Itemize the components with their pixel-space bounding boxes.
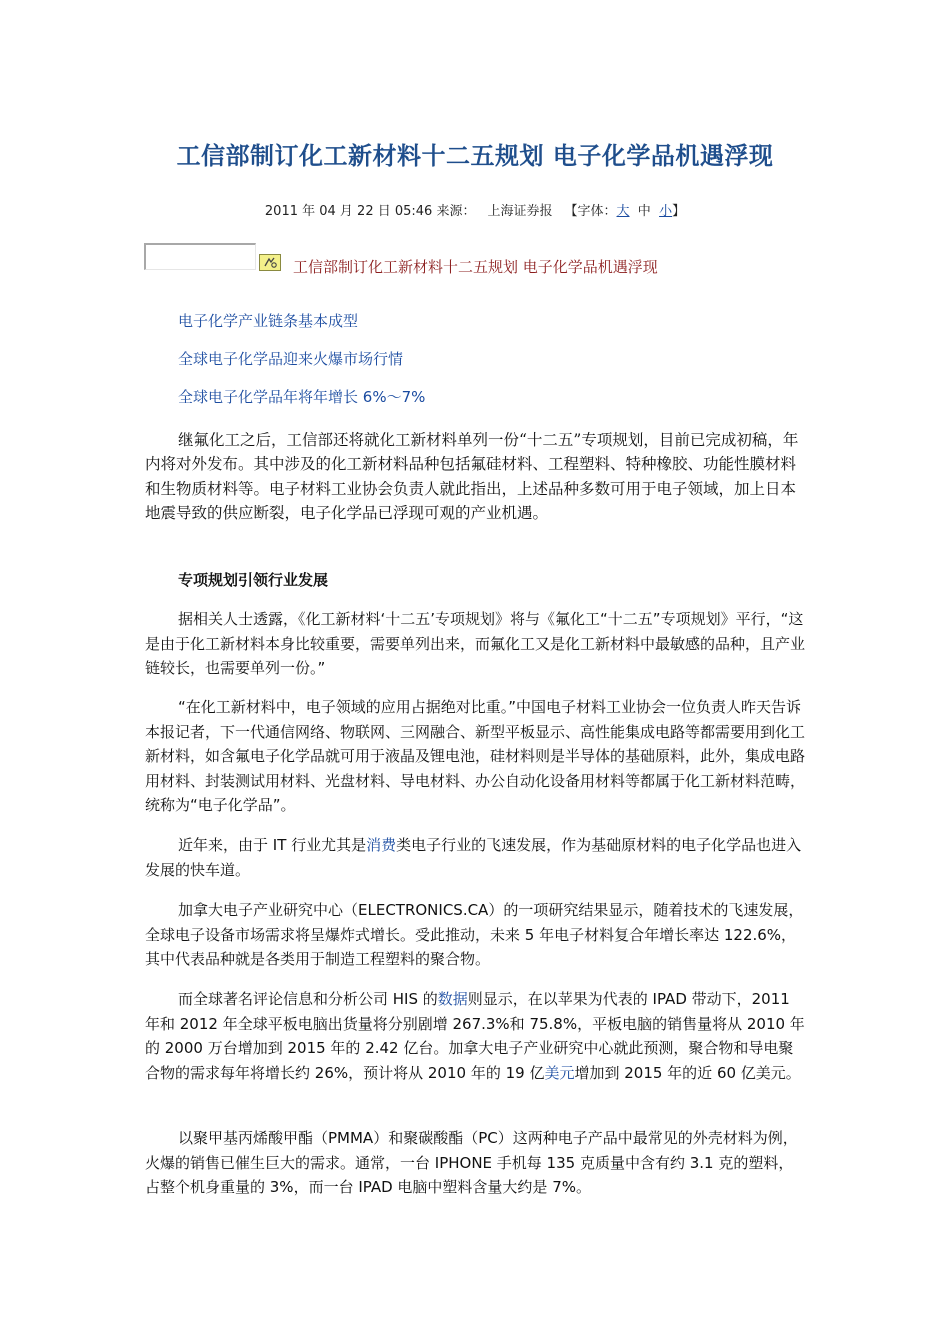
font-size-medium[interactable]: 中 — [637, 204, 651, 219]
paragraph-5-text-b: 则显示，在以苹果为代表的 IPAD 带动下，2011 年和 2012 年全球平板电脑出货量将分别剧增 267.3%和 75.8%，平板电脑的销售量将从 2010 年的 2000 万台增加到 2015 年的 2.42 亿台。加拿大电子产业研究中心就此预测，聚合物和导电聚合物的需求每年将增长约 26%，预计将从 2010 年的 19 亿 — [145, 990, 805, 1082]
font-size-close: 】 — [672, 204, 686, 219]
publish-date: 2011 年 04 月 22 日 05:46 来源： — [264, 204, 476, 219]
article-meta — [0, 200, 950, 219]
paragraph-4-text: 加拿大电子产业研究中心（ELECTRONICS.CA）的一项研究结果显示，随着技术的飞速发展，全球电子设备市场需求将呈爆炸式增长。受此推动，未来 5 年电子材料复合年增长率达 122.6%，其中代表品种就是各类用于制造工程塑料的聚合物。 — [145, 901, 804, 969]
related-link-2[interactable]: 全球电子化学品迎来火爆市场行情 — [178, 350, 404, 368]
paragraph-6-text: 以聚甲基丙烯酸甲酯（PMMA）和聚碳酸酯（PC）这两种电子产品中最常见的外壳材料为例，火爆的销售已催生巨大的需求。通常，一台 IPHONE 手机每 135 克质量中含有约 3.1 克的塑料，占整个机身重量的 3%，而一台 IPAD 电脑中塑料含量大约是 7%。 — [145, 1129, 798, 1197]
source-name: 上海证券报 — [487, 204, 553, 219]
paragraph-2-text: “在化工新材料中，电子领域的应用占据绝对比重。”中国电子材料工业协会一位负责人昨天告诉本报记者，下一代通信网络、物联网、三网融合、新型平板显示、高性能集成电路等都需要用到化工新材料，如含氟电子化学品就可用于液晶及锂电池，硅材料则是半导体的基础原料，此外，集成电路用材料、封装测试用材料、光盘材料、导电材料、办公自动化设备用材料等都属于化工新材料范畴，统称为“电子化学品”。 — [145, 698, 806, 815]
paragraph-1-text: 据相关人士透露，《化工新材料‘十二五’专项规划》将与《氟化工“十二五”专项规划》平行，“这是由于化工新材料本身比较重要，需要单列出来，而氟化工又是化工新材料中最敏感的品种，且产业链较长，也需要单列一份。” — [145, 610, 806, 678]
paragraph-2 — [145, 695, 807, 818]
lead-paragraph-text: 继氟化工之后，工信部还将就化工新材料单列一份“十二五”专项规划，目前已完成初稿，年内将对外发布。其中涉及的化工新材料品种包括氟硅材料、工程塑料、特种橡胶、功能性膜材料和生物质材料等。电子材料工业协会负责人就此指出，上述品种多数可用于电子领域，加上日本地震导致的供应断裂，电子化学品已浮现可观的产业机遇。 — [145, 431, 799, 523]
consumer-link[interactable]: 消费 — [366, 836, 397, 854]
paragraph-4 — [145, 898, 807, 972]
paragraph-3-text-b: 类电子行业的飞速发展，作为基础原材料的电子化学品也进入发展的快车道。 — [145, 836, 802, 879]
related-links — [178, 311, 425, 425]
paragraph-1 — [145, 607, 807, 681]
related-link-3[interactable]: 全球电子化学品年将年增长 6%～7% — [178, 388, 426, 406]
section-heading: 专项规划引领行业发展 — [178, 571, 329, 589]
font-size-small-link[interactable]: 小 — [659, 204, 673, 219]
paragraph-5-text-c: 增加到 2015 年的近 60 亿美元。 — [574, 1063, 801, 1082]
article-title: 工信部制订化工新材料十二五规划 电子化学品机遇浮现 — [176, 142, 774, 170]
usd-link[interactable]: 美元 — [544, 1063, 575, 1082]
paragraph-5 — [145, 987, 807, 1085]
font-size-large-link[interactable]: 大 — [616, 204, 630, 219]
broken-image-icon — [259, 254, 281, 271]
font-size-label: 【字体： — [564, 204, 617, 219]
paragraph-6 — [145, 1126, 807, 1200]
lead-paragraph — [145, 428, 807, 526]
image-placeholder-frame — [144, 243, 256, 270]
paragraph-3-text-a: 近年来，由于 IT 行业尤其是 — [178, 836, 367, 854]
related-link-1[interactable]: 电子化学产业链条基本成型 — [178, 312, 359, 330]
paragraph-3 — [145, 833, 807, 882]
paragraph-5-text-a: 而全球著名评论信息和分析公司 HIS 的 — [178, 990, 438, 1008]
related-image-title: 工信部制订化工新材料十二五规划 电子化学品机遇浮现 — [293, 258, 658, 276]
data-link[interactable]: 数据 — [437, 990, 468, 1008]
